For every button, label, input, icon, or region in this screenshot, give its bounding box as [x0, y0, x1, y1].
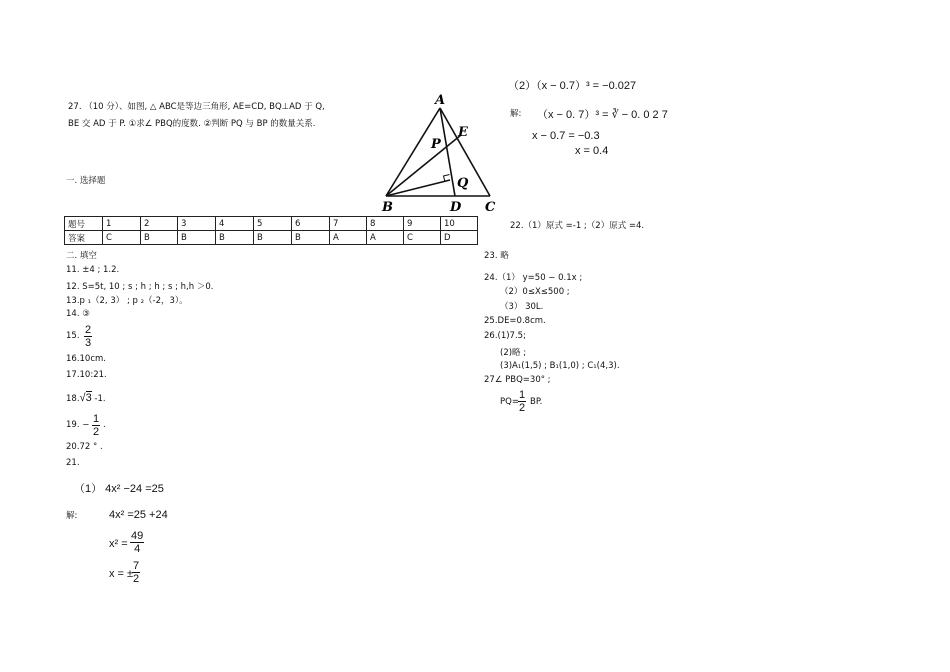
answer-16: 16.10cm. — [66, 354, 106, 364]
table-cell: D — [441, 231, 478, 245]
table-cell: 10 — [441, 217, 478, 231]
table-row — [65, 217, 478, 231]
answer-26-2: (2)略 ; — [500, 348, 527, 358]
answer-21: 21. — [66, 458, 80, 468]
answer-19-tail: . — [103, 420, 106, 430]
answer-15-label: 15. — [66, 331, 80, 341]
answer-11: 11. ±4 ; 1.2. — [66, 265, 120, 275]
fraction-numerator: 2 — [85, 324, 92, 336]
table-cell: B — [216, 231, 254, 245]
label-c: C — [485, 200, 496, 214]
answer-22: 22.（1）原式 =-1 ;（2）原式 =4. — [510, 221, 645, 231]
table-cell: 1 — [103, 217, 141, 231]
answer-13: 13.p ₁（2, 3） ; p ₂（-2，3）。 — [66, 296, 188, 306]
answer-12: 12. S=5t, 10 ; s ; h ; h ; s ; h,h ＞0. — [66, 282, 214, 292]
sqrt-sign: √ — [79, 392, 86, 404]
table-cell: B — [141, 231, 178, 245]
answer-27-2-tail: BP. — [530, 397, 543, 407]
answer-14: 14. ③ — [66, 309, 90, 319]
problem27-line2: BE 交 AD 于 P. ①求∠ PBQ的度数. ②判断 PQ 与 BP 的数量关系. — [68, 119, 316, 129]
equation-21-1: （1） 4x² −24 =25 — [74, 483, 164, 495]
table-cell: C — [404, 231, 441, 245]
table-cell: B — [292, 231, 330, 245]
solution-step-1: 4x² =25 +24 — [109, 509, 168, 521]
table-cell: A — [367, 231, 404, 245]
fraction-denominator: 3 — [85, 337, 92, 349]
fraction-denominator: 2 — [133, 573, 140, 585]
fraction-denominator: 4 — [134, 543, 141, 555]
answer-27-2-fraction — [518, 389, 526, 415]
table-cell: A — [330, 231, 367, 245]
table-cell: 4 — [216, 217, 254, 231]
label-q: Q — [457, 176, 469, 191]
table-cell: 8 — [367, 217, 404, 231]
fraction-numerator: 1 — [93, 413, 100, 425]
answer-25: 25.DE=0.8cm. — [484, 316, 546, 326]
right-step-3: x = 0.4 — [575, 145, 609, 157]
right-step-1: （x − 0. 7）³ = ∛ − 0. 0 2 7 — [537, 109, 668, 121]
answer-18 — [66, 392, 106, 404]
side-ab — [386, 108, 440, 196]
radicand: 3 — [85, 392, 92, 404]
label-a: A — [435, 93, 446, 108]
label-p: P — [431, 137, 441, 152]
table-cell: 题号 — [65, 217, 103, 231]
solution-label: 解: — [66, 511, 78, 521]
table-cell: B — [254, 231, 292, 245]
answer-27-1: 27∠ PBQ=30° ; — [484, 375, 551, 385]
answer-26-3: (3)A₁(1,5) ; B₁(1,0) ; C₁(4,3). — [500, 361, 620, 371]
fraction-numerator: 1 — [519, 389, 526, 401]
answer-19-label: 19. − — [66, 420, 90, 430]
answer-19-fraction — [92, 413, 100, 439]
answer-17: 17.10:21. — [66, 370, 107, 380]
label-d: D — [450, 200, 462, 214]
table-row — [65, 231, 478, 245]
table-cell: 答案 — [65, 231, 103, 245]
answer-24-3: （3） 30L. — [500, 302, 544, 312]
table-cell: 6 — [292, 217, 330, 231]
solution-step-3-lhs: x = ± — [109, 568, 134, 580]
triangle-figure — [378, 90, 500, 214]
answer-18-label: 18. — [66, 394, 80, 404]
table-cell: 3 — [178, 217, 216, 231]
table-cell: C — [103, 231, 141, 245]
answer-27-2-lhs: PQ= — [500, 397, 519, 407]
answer-23: 23. 略 — [484, 251, 509, 261]
right-step-2: x − 0.7 = −0.3 — [532, 130, 600, 142]
table-cell: 9 — [404, 217, 441, 231]
table-cell: 7 — [330, 217, 367, 231]
fraction-numerator: 7 — [133, 560, 140, 572]
problem27-line1: 27. （10 分）、如图, △ ABC是等边三角形, AE=CD, BQ⊥AD 于 Q, — [68, 102, 325, 112]
label-b: B — [382, 200, 393, 214]
label-e: E — [458, 125, 468, 140]
right-solution-label: 解: — [510, 109, 522, 119]
answer-table — [64, 216, 478, 245]
solution-step-2-lhs: x² = — [109, 538, 128, 550]
answer-24-1: 24.（1） y=50 − 0.1x ; — [484, 273, 583, 283]
equation-21-2: （2）（x − 0.7）³ = −0.027 — [508, 80, 637, 92]
answer-15-fraction — [84, 324, 92, 350]
solution-step-3-fraction — [132, 560, 140, 586]
section-fill-title: 二. 填空 — [66, 251, 97, 261]
table-cell: 2 — [141, 217, 178, 231]
table-cell: B — [178, 231, 216, 245]
answer-26-1: 26.(1)7.5; — [484, 331, 526, 341]
fraction-denominator: 2 — [93, 426, 100, 438]
fraction-numerator: 49 — [131, 530, 144, 542]
answer-18-tail: -1. — [91, 394, 106, 404]
solution-step-2-fraction — [130, 530, 144, 556]
table-cell: 5 — [254, 217, 292, 231]
answer-24-2: （2）0≤X≤500 ; — [500, 287, 570, 297]
fraction-denominator: 2 — [519, 402, 526, 414]
section-choice-title: 一. 选择题 — [66, 176, 106, 186]
answer-20: 20.72 ° . — [66, 442, 103, 452]
